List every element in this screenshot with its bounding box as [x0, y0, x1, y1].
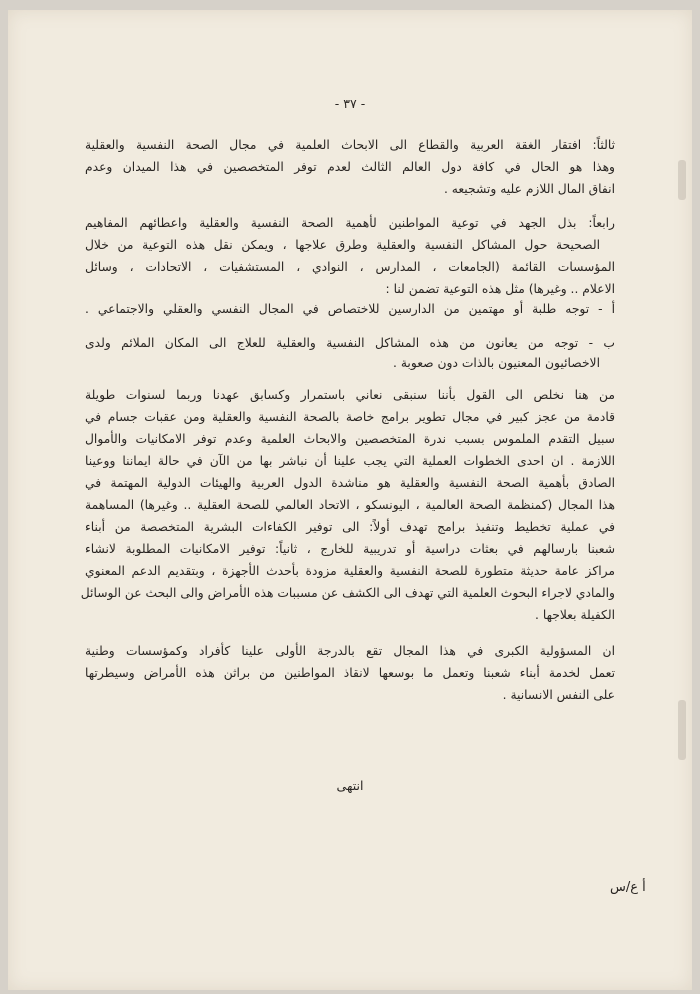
paragraph-line: على النفس الانسانية . [502, 688, 615, 702]
paragraph-line: رابعاً: بذل الجهد في توعية المواطنين لأهمية الصحة النفسية والعقلية واعطائهم المفاهيم [85, 216, 615, 230]
paragraph-line: الصحيحة حول المشاكل النفسية والعقلية وطرق علاجها ، ويمكن نقل هذه التوعية من خلال [85, 238, 600, 252]
paragraph-line: مراكز عامة حديثة متطورة للصحة النفسية والعقلية مزودة بأحدث الأجهزة ، وبتقديم الدعم المعنوي [85, 564, 615, 578]
paragraph-line: الكفيلة بعلاجها . [535, 608, 615, 622]
paragraph-line: المؤسسات القائمة (الجامعات ، المدارس ، النوادي ، المستشفيات ، الاتحادات ، وسائل [85, 260, 615, 274]
list-item-b: ب - توجه من يعانون من هذه المشاكل النفسية والعقلية للعلاج الى المكان الملائم ولدى [85, 336, 615, 350]
paragraph-line: انفاق المال اللازم عليه وتشجيعه . [443, 182, 615, 196]
paragraph-line: تعمل لخدمة أبناء شعبنا وتعمل ما بوسعها لانقاذ المواطنين من براثن هذه الأمراض وسيطرتها [85, 666, 615, 680]
paragraph-line: ان المسؤولية الكبرى في هذا المجال تقع بالدرجة الأولى علينا كأفراد وكمؤسسات وطنية [85, 644, 615, 658]
paragraph-line: الاعلام .. وغيرها) مثل هذه التوعية تضمن لنا : [385, 282, 615, 296]
paragraph-line: شعبنا بارسالهم في بعثات دراسية أو تدريبية للخارج ، ثانياً: توفير الامكانيات المطلوبة لانشاء [85, 542, 615, 556]
paragraph-line: الاخصائيون المعنيون بالذات دون صعوبة . [393, 356, 600, 370]
paragraph-line: من هنا نخلص الى القول بأننا سنبقى نعاني باستمرار وكسابق عهدنا وربما لسنوات طويلة [85, 388, 615, 402]
list-item-a: أ - توجه طلبة أو مهتمين من الدارسين للاختصاص في المجال النفسي والعقلي والاجتماعي . [85, 302, 615, 316]
paragraph-line: في عملية تخطيط وتنفيذ برامج تهدف أولاً: الى توفير الكفاءات البشرية المتخصصة من أبناء [85, 520, 615, 534]
paragraph-line: اللازمة . ان احدى الخطوات العملية التي يجب علينا أن نباشر بها من الآن في حالة ايماننا ووعينا [85, 454, 615, 468]
closing-word: انتهى [336, 778, 364, 793]
page-number: - ٣٧ - [334, 96, 366, 111]
initials: أ ع/س [610, 880, 646, 895]
paragraph-line: هذا المجال (كمنظمة الصحة العالمية ، اليونسكو ، الاتحاد العالمي للصحة العقلية .. وغيرها) المساهمة [85, 498, 615, 512]
paragraph-line: وهذا هو الحال في كافة دول العالم الثالث لعدم توفر المتخصصين في هذا الميدان وعدم [85, 160, 615, 174]
paragraph-line: ثالثاً: افتقار الغقة العربية والقطاع الى الابحاث العلمية في مجال الصحة النفسية والعقلية [85, 138, 615, 152]
paragraph-line: الصادق بأهمية الصحة النفسية والعقلية هو مناشدة الدول العربية والهيئات الدولية المهتمة في [85, 476, 615, 490]
paragraph-line: سبيل التقدم الملموس بسبب ندرة المتخصصين والابحاث العلمية وعدم توفر الامكانيات والأموال [85, 432, 615, 446]
paragraph-line: قادمة من عجز كبير في مجال تطوير برامج خاصة بالصحة النفسية والعقلية ومن عقبات جسام في [85, 410, 615, 424]
paragraph-line: والمادي لاجراء البحوث العلمية التي تهدف الى الكشف عن مسببات هذه الأمراض والى البحث عن الوسائل [80, 586, 615, 600]
